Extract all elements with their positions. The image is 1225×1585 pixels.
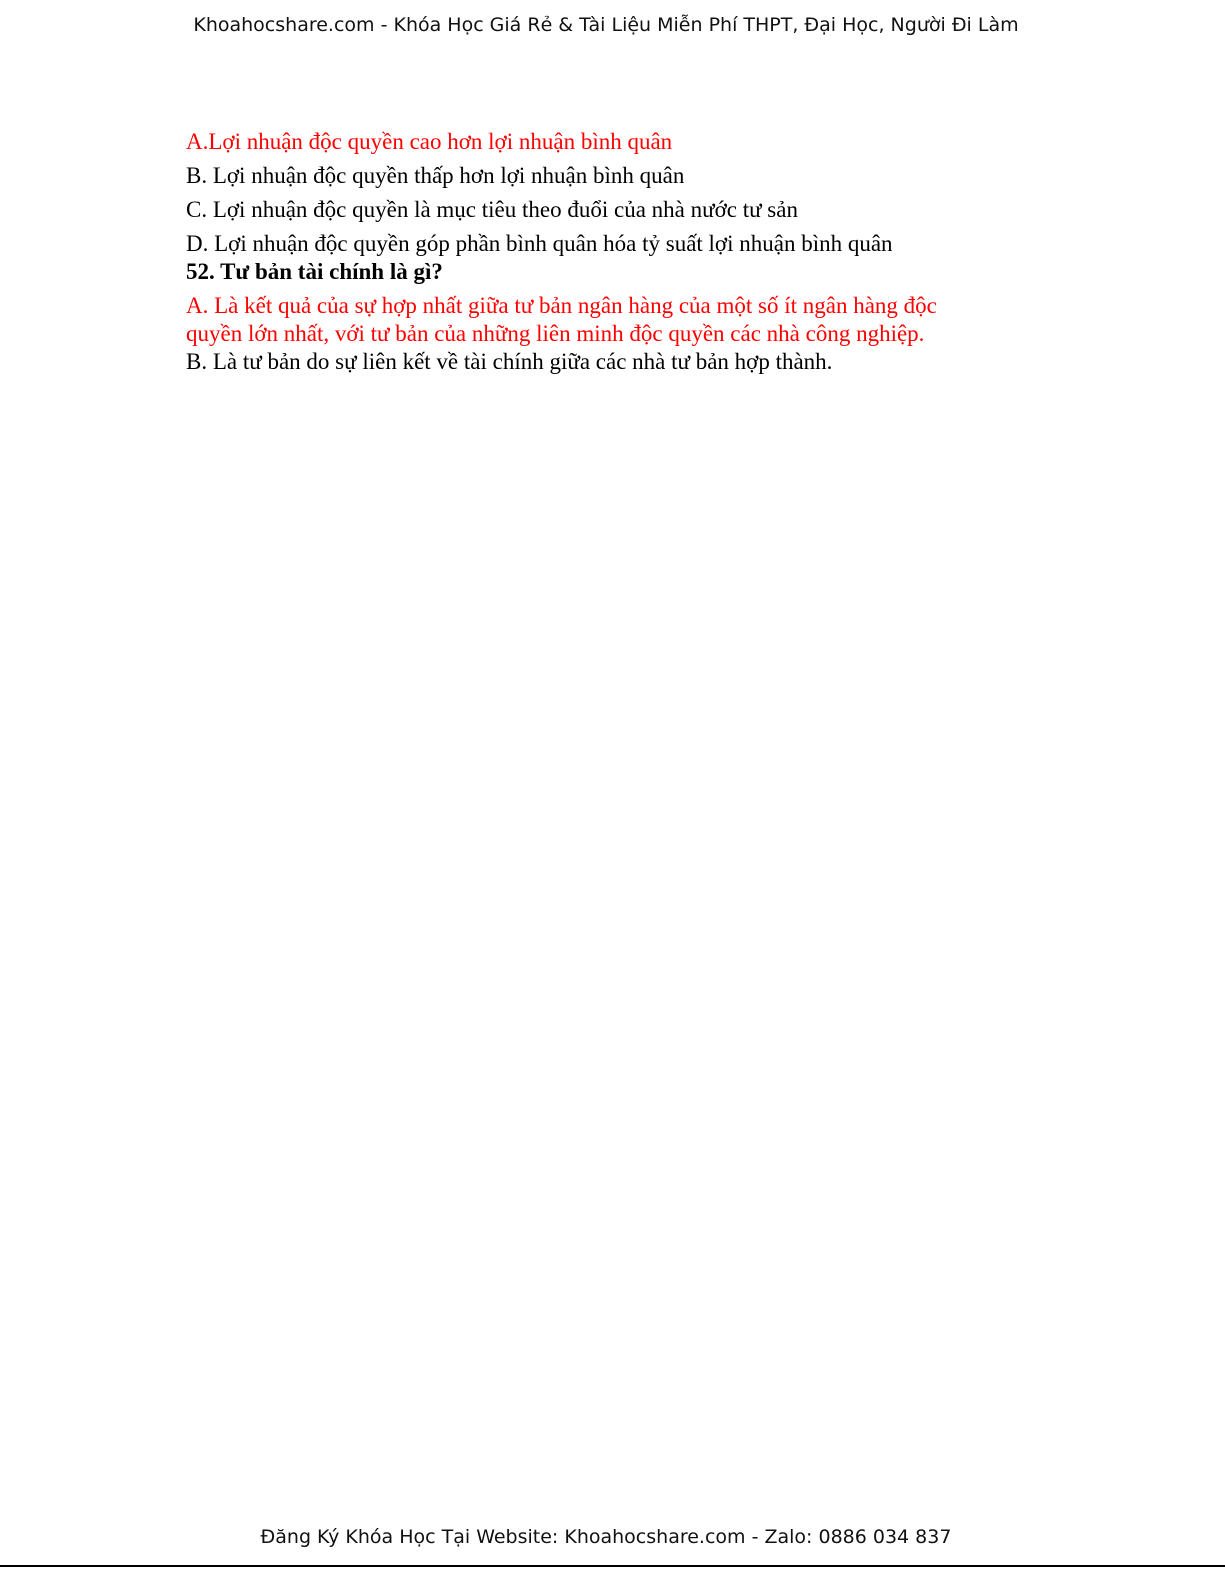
answer-option-b: B. Lợi nhuận độc quyền thấp hơn lợi nhuận bình quân [186,163,685,188]
answer-option-b: B. Là tư bản do sự liên kết về tài chính giữa các nhà tư bản hợp thành. [186,349,833,374]
document-body [186,128,1046,376]
answer-option-a-correct: A.Lợi nhuận độc quyền cao hơn lợi nhuận bình quân [186,129,673,154]
answer-option-a-correct-line-1: A. Là kết quả của sự hợp nhất giữa tư bản ngân hàng của một số ít ngân hàng độc [186,293,937,318]
question-title: 52. Tư bản tài chính là gì? [186,259,443,284]
answer-option-c: C. Lợi nhuận độc quyền là mục tiêu theo đuổi của nhà nước tư sản [186,197,798,222]
page-footer: Đăng Ký Khóa Học Tại Website: Khoahocshare.com - Zalo: 0886 034 837 [260,1526,952,1548]
answer-option-d: D. Lợi nhuận độc quyền góp phần bình quân hóa tỷ suất lợi nhuận bình quân [186,231,893,256]
answer-option-a-correct-line-2: quyền lớn nhất, với tư bản của những liên minh độc quyền các nhà công nghiệp. [186,321,925,346]
page-header: Khoahocshare.com - Khóa Học Giá Rẻ & Tài Liệu Miễn Phí THPT, Đại Học, Người Đi Làm [193,14,1019,36]
page-bottom-divider [0,1565,1225,1567]
